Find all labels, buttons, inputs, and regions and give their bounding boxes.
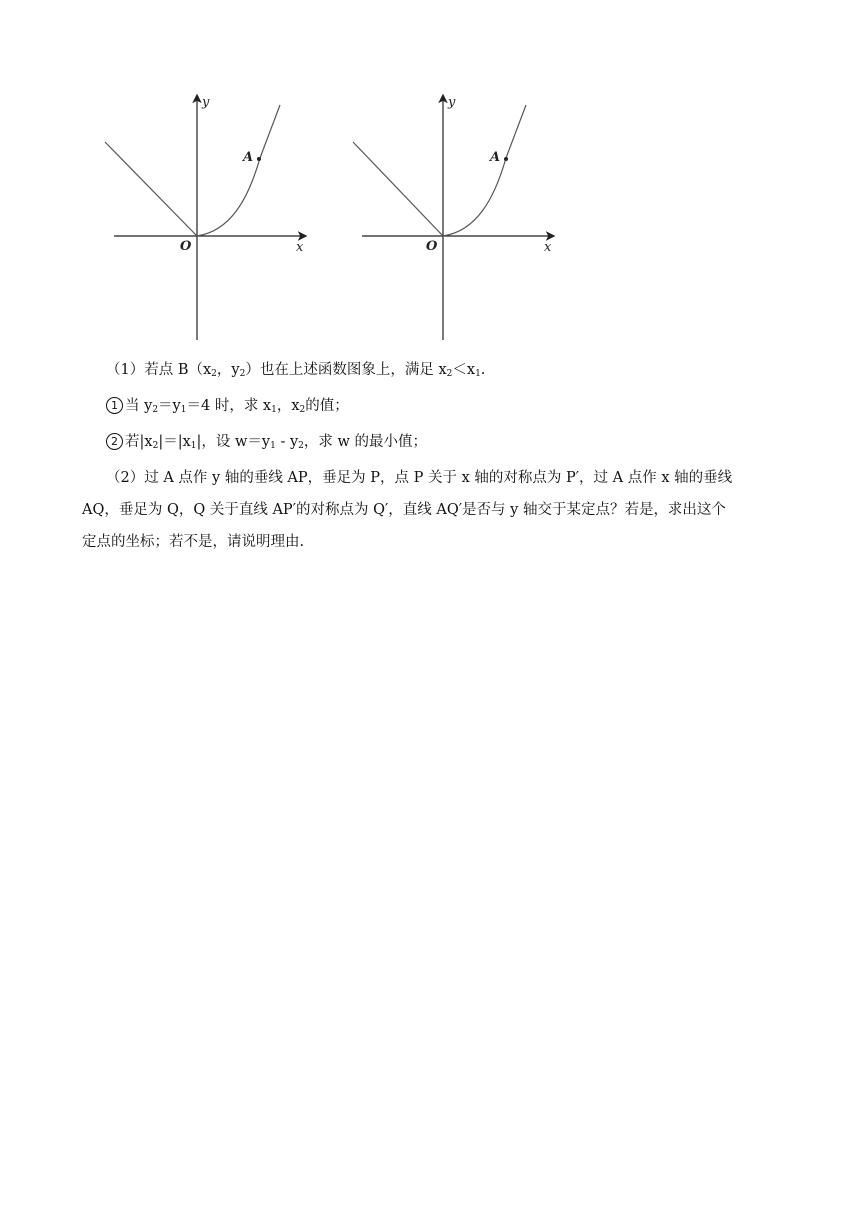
origin-label: O	[180, 239, 192, 254]
part1-line: （1）若点 $B(x_2$，$y_2$）也在上述函数图象上，满足 $x_2<x_1$.	[106, 362, 486, 379]
origin-label: O	[426, 239, 438, 254]
part2-line3: 定点的坐标；若不是，请说明理由.	[82, 534, 305, 550]
sub2-line: 2 若$|x_2|=|x_1|$，设 $w=y_1 - y_2$，求 w 的最小值；	[82, 426, 782, 462]
point-a-label: A	[243, 150, 254, 165]
point-a-dot	[504, 157, 508, 161]
function-graph-left	[100, 88, 330, 348]
y-axis-label: y	[202, 95, 210, 110]
x-axis-label: x	[296, 240, 304, 255]
function-graph-right	[348, 88, 578, 348]
problem-text	[82, 354, 782, 558]
point-a-dot	[257, 157, 261, 161]
graph-left-branch	[105, 142, 197, 236]
y-axis-label: y	[448, 95, 456, 110]
graph-svg	[100, 88, 330, 348]
graph-svg	[348, 88, 578, 348]
circled-number-2: 2	[106, 433, 123, 450]
circled-number-1: 1	[106, 397, 123, 414]
point-a-label: A	[490, 150, 501, 165]
graph-left-branch	[353, 142, 443, 236]
sub1-line: 1 当 $y_2=y_1=4$ 时，求 $x_1$，$x_2$的值；	[82, 390, 782, 426]
graph-right-branch	[443, 105, 526, 236]
part2-line2: AQ，垂足为 Q，Q 关于直线 AP′的对称点为 Q′，直线 AQ′是否与 y 轴交于某定点？若是，求出这个	[82, 502, 726, 518]
part2-line1: （2）过 A 点作 y 轴的垂线 AP，垂足为 P，点 P 关于 x 轴的对称点为 P′，过 A 点作 x 轴的垂线	[106, 470, 733, 486]
x-axis-label: x	[544, 240, 552, 255]
graph-right-branch	[197, 105, 280, 236]
